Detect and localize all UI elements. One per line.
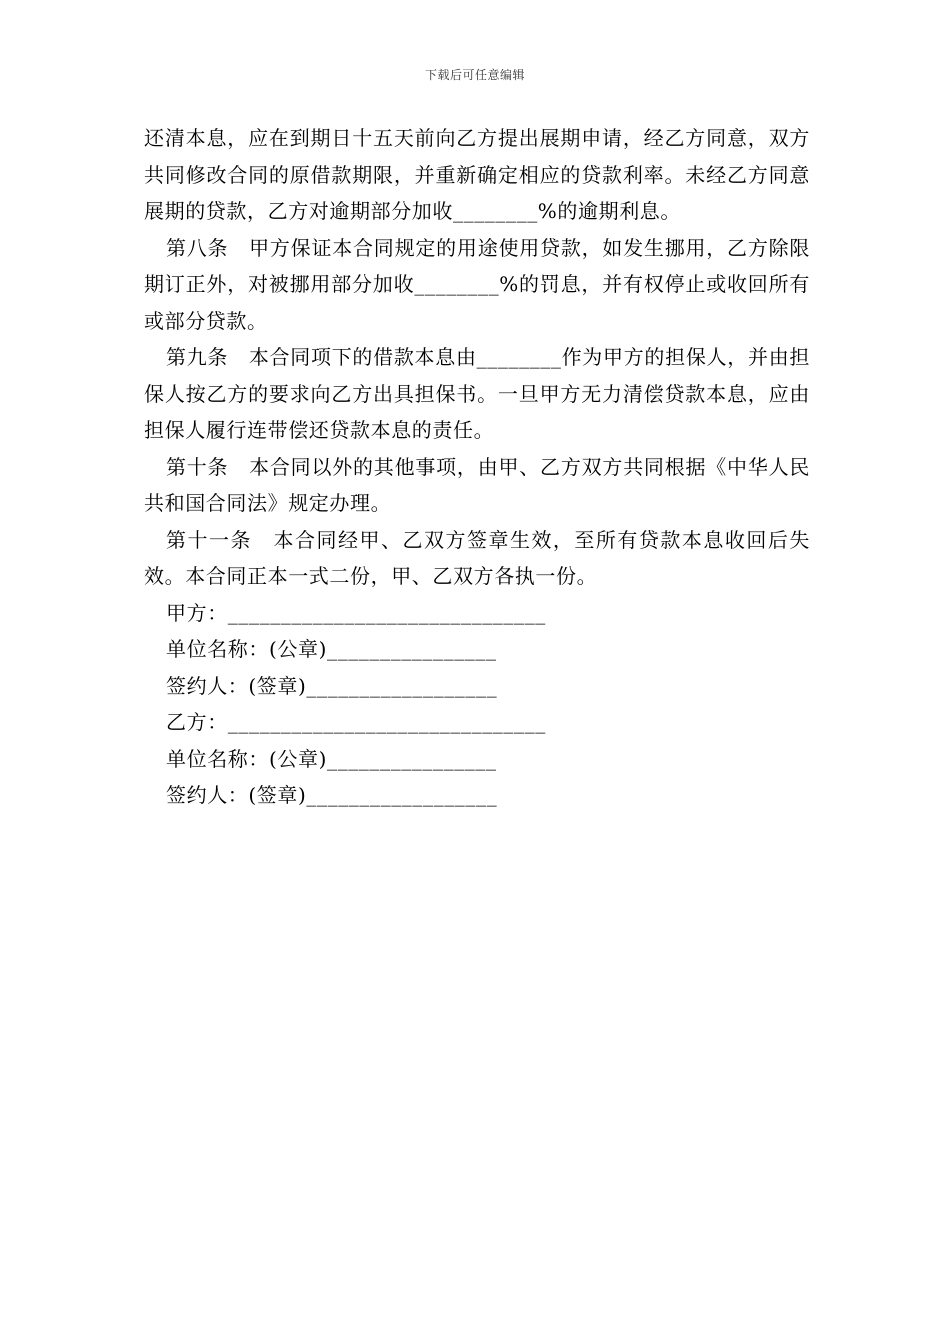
party-a-unit-name: 单位名称：(公章)________________ <box>166 637 497 661</box>
document-body <box>144 120 810 814</box>
party-b-signer: 签约人：(签章)__________________ <box>166 783 498 807</box>
article-11: 第十一条 本合同经甲、乙双方签章生效，至所有贷款本息收回后失效。本合同正本一式二份，甲、乙双方各执一份。 <box>144 527 810 588</box>
article-9: 第九条 本合同项下的借款本息由________作为甲方的担保人，并由担保人按乙方的要求向乙方出具担保书。一旦甲方无力清偿贷款本息，应由担保人履行连带偿还贷款本息的责任。 <box>144 345 810 442</box>
party-b-unit-name: 单位名称：(公章)________________ <box>166 746 497 771</box>
party-a-signer: 签约人：(签章)__________________ <box>166 673 498 698</box>
signature-block <box>144 595 810 814</box>
article-10: 第十条 本合同以外的其他事项，由甲、乙方双方共同根据《中华人民共和国合同法》规定办理。 <box>144 454 810 515</box>
party-a-label: 甲方：______________________________ <box>166 600 546 625</box>
paragraph-continuation: 还清本息，应在到期日十五天前向乙方提出展期申请，经乙方同意，双方共同修改合同的原借款期限，并重新确定相应的贷款利率。未经乙方同意展期的贷款，乙方对逾期部分加收________%的逾期利息。 <box>144 126 810 223</box>
header-note: 下载后可任意编辑 <box>424 68 525 82</box>
party-b-label: 乙方：______________________________ <box>166 710 546 734</box>
article-8: 第八条 甲方保证本合同规定的用途使用贷款，如发生挪用，乙方除限期订正外，对被挪用部分加收________%的罚息，并有权停止或收回所有或部分贷款。 <box>144 235 810 333</box>
